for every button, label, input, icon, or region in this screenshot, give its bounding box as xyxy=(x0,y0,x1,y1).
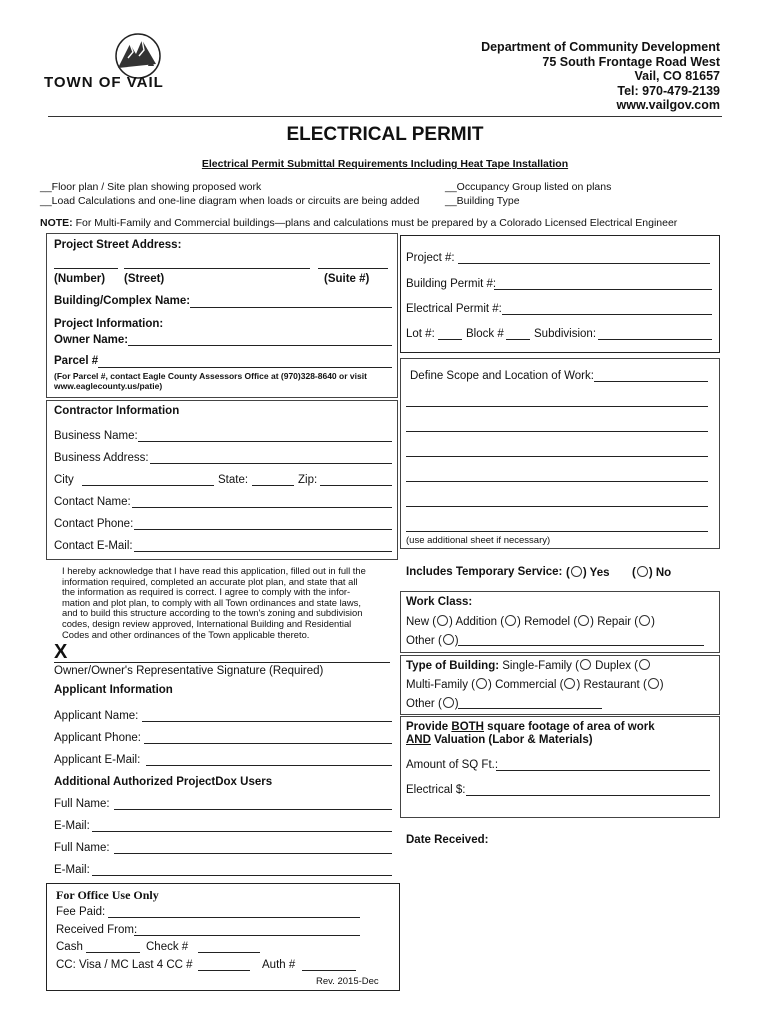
req-floor-plan: __Floor plan / Site plan showing proposed work xyxy=(40,181,262,193)
dept-address1: 75 South Frontage Road West xyxy=(542,54,720,69)
building-type-other-field[interactable] xyxy=(458,708,602,709)
acknowledgement xyxy=(62,566,396,640)
logo-text: TOWN OF VAIL xyxy=(44,74,164,91)
scope-line-4[interactable] xyxy=(406,456,708,457)
ack-line: I hereby acknowledge that I have read this application, filled out in full the xyxy=(62,565,366,576)
amount-sqft-field[interactable] xyxy=(496,770,710,771)
applicant-info-label: Applicant Information xyxy=(54,684,173,696)
applicant-phone-field[interactable] xyxy=(144,743,392,744)
dept-web: www.vailgov.com xyxy=(616,98,720,112)
applicant-name-field[interactable] xyxy=(142,721,392,722)
full-name-2-field[interactable] xyxy=(114,853,392,854)
scope-label: Define Scope and Location of Work: xyxy=(410,370,594,382)
full-name-2-label: Full Name: xyxy=(54,842,110,854)
option-duplex[interactable]: Duplex ( xyxy=(595,660,651,672)
contact-phone-label: Contact Phone: xyxy=(54,518,134,530)
commercial-label: Commercial xyxy=(495,679,557,691)
building-permit-label: Building Permit #: xyxy=(406,278,497,290)
temp-service-label: Includes Temporary Service: xyxy=(406,566,563,578)
other-label: Other xyxy=(406,635,435,647)
radio-icon xyxy=(476,678,487,689)
email-1-field[interactable] xyxy=(92,831,392,832)
radio-icon xyxy=(564,678,575,689)
block-label: Block # xyxy=(466,328,504,340)
full-name-1-field[interactable] xyxy=(114,809,392,810)
owner-name-label: Owner Name: xyxy=(54,334,129,346)
dept-address2: Vail, CO 81657 xyxy=(634,69,720,83)
state-label: State: xyxy=(218,474,249,486)
email-1-label: E-Mail: xyxy=(54,820,90,832)
block-field[interactable] xyxy=(506,339,530,340)
dept-tel: Tel: 970-479-2139 xyxy=(617,83,720,98)
note xyxy=(40,217,677,229)
number-label: (Number) xyxy=(54,273,106,285)
option-addition[interactable]: Addition ( ) xyxy=(455,616,521,628)
type-of-building-label: Type of Building: xyxy=(406,660,500,672)
date-received-label: Date Received: xyxy=(406,834,489,846)
suite-field[interactable] xyxy=(318,268,388,269)
signature-field[interactable] xyxy=(54,662,390,663)
additional-sheet-note: (use additional sheet if necessary) xyxy=(406,535,551,546)
option-single-family[interactable]: Single-Family ( xyxy=(502,660,592,672)
full-name-1-label: Full Name: xyxy=(54,798,110,810)
temp-service-yes[interactable]: ( ) Yes xyxy=(566,567,610,579)
ack-line: Codes and other ordinances of the Town applicable thereto. xyxy=(62,628,310,640)
multi-family-label: Multi-Family xyxy=(406,679,468,691)
scope-box xyxy=(400,358,720,549)
single-family-label: Single-Family xyxy=(502,660,572,672)
restaurant-label: Restaurant xyxy=(583,679,640,691)
contact-email-field[interactable] xyxy=(134,551,392,552)
street-label: (Street) xyxy=(124,273,165,285)
duplex-label: Duplex xyxy=(595,660,631,672)
project-no-field[interactable] xyxy=(458,263,710,264)
cc-label: CC: Visa / MC Last 4 CC # xyxy=(56,959,193,971)
check-field[interactable] xyxy=(198,952,260,953)
radio-icon xyxy=(437,615,448,626)
no-label: No xyxy=(655,567,672,579)
building-type-row2 xyxy=(406,678,664,691)
sqft-title-and: AND xyxy=(406,734,431,746)
building-permit-field[interactable] xyxy=(494,289,712,290)
additional-users-label: Additional Authorized ProjectDox Users xyxy=(54,776,273,788)
scope-line-6[interactable] xyxy=(406,506,708,507)
business-name-label: Business Name: xyxy=(54,430,138,442)
contact-phone-field[interactable] xyxy=(134,529,392,530)
received-from-field[interactable] xyxy=(134,935,360,936)
project-street-address-label: Project Street Address: xyxy=(54,239,182,251)
page-title: ELECTRICAL PERMIT xyxy=(286,124,484,145)
sqft-title-2 xyxy=(406,734,593,746)
ack-line: the information as required is correct. I agree to comply with the infor- xyxy=(62,586,351,598)
applicant-phone-label: Applicant Phone: xyxy=(54,732,141,744)
contact-name-field[interactable] xyxy=(132,507,392,508)
electrical-permit-field[interactable] xyxy=(502,314,712,315)
subdivision-label: Subdivision: xyxy=(534,328,597,340)
header-divider xyxy=(48,116,722,117)
business-name-field[interactable] xyxy=(138,441,392,442)
repair-label: Repair xyxy=(597,616,632,628)
radio-icon xyxy=(578,615,589,626)
option-new[interactable]: New ( ) xyxy=(406,616,453,628)
contractor-info-label: Contractor Information xyxy=(54,405,180,417)
owner-name-field[interactable] xyxy=(128,345,392,346)
building-complex-label: Building/Complex Name: xyxy=(54,295,191,307)
city-label: City xyxy=(54,474,74,486)
dept-name: Department of Community Development xyxy=(481,40,720,54)
other-label: Other xyxy=(406,698,435,710)
addition-label: Addition xyxy=(455,616,498,628)
fee-paid-field[interactable] xyxy=(108,917,360,918)
ack-line: mation and plot plan, to comply with all Town ordinances and state laws, xyxy=(62,596,361,608)
work-class-options xyxy=(406,615,655,628)
sqft-title-1 xyxy=(406,721,655,733)
work-class-other-field[interactable] xyxy=(458,645,704,646)
option-remodel[interactable]: Remodel ( ) xyxy=(524,616,594,628)
applicant-name-label: Applicant Name: xyxy=(54,710,139,722)
lot-label: Lot #: xyxy=(406,328,435,340)
parcel-url: www.eaglecounty.us/patie) xyxy=(54,381,163,391)
parcel-note: (For Parcel #, contact Eagle County Assessors Office at (970)328-8640 or visit xyxy=(54,371,367,381)
option-repair[interactable]: Repair ( ) xyxy=(597,616,655,628)
radio-icon xyxy=(443,697,454,708)
option-restaurant[interactable]: Restaurant ( ) xyxy=(583,679,664,691)
scope-line-2[interactable] xyxy=(406,406,708,407)
building-complex-field[interactable] xyxy=(190,307,392,308)
business-address-label: Business Address: xyxy=(54,452,149,464)
city-field[interactable] xyxy=(82,485,214,486)
yes-label: Yes xyxy=(589,567,610,579)
office-use-title: For Office Use Only xyxy=(56,888,159,902)
auth-field[interactable] xyxy=(302,970,356,971)
radio-icon xyxy=(571,566,582,577)
option-multi-family[interactable]: Multi-Family ( ) xyxy=(406,679,492,691)
radio-icon xyxy=(639,615,650,626)
radio-icon xyxy=(505,615,516,626)
parcel-field[interactable] xyxy=(98,367,392,368)
sqft-title-text: square footage of area of work xyxy=(483,721,655,733)
suite-label: (Suite #) xyxy=(324,273,370,285)
zip-field[interactable] xyxy=(320,485,392,486)
radio-icon xyxy=(443,634,454,645)
electrical-val-field[interactable] xyxy=(466,795,710,796)
sqft-title-text: Provide xyxy=(406,721,452,733)
check-label: Check # xyxy=(146,941,189,953)
option-commercial[interactable]: Commercial ( ) xyxy=(495,679,581,691)
ack-line: codes, design review approved, International Building and Residential xyxy=(62,617,352,629)
new-label: New xyxy=(406,616,430,628)
cash-label: Cash xyxy=(56,941,83,953)
signature-x: X xyxy=(54,641,68,663)
scope-line-1[interactable] xyxy=(594,381,708,382)
req-load-calc: __Load Calculations and one-line diagram when loads or circuits are being added xyxy=(40,195,420,207)
project-info-label: Project Information: xyxy=(54,318,164,330)
project-no-label: Project #: xyxy=(406,252,455,264)
scope-line-5[interactable] xyxy=(406,481,708,482)
req-occupancy: __Occupancy Group listed on plans xyxy=(445,181,612,193)
town-logo xyxy=(44,30,164,96)
work-class-label: Work Class: xyxy=(406,596,473,608)
scope-line-3[interactable] xyxy=(406,431,708,432)
business-address-field[interactable] xyxy=(150,463,392,464)
contact-email-label: Contact E-Mail: xyxy=(54,540,133,552)
auth-label: Auth # xyxy=(262,959,296,971)
zip-label: Zip: xyxy=(298,474,318,486)
ack-line: and to build this structure according to the town's zoning and subdivision xyxy=(62,607,363,619)
email-2-field[interactable] xyxy=(92,875,392,876)
work-class-other[interactable]: Other ( ) xyxy=(406,635,459,647)
revision: Rev. 2015-Dec xyxy=(316,976,379,987)
radio-icon xyxy=(637,566,648,577)
remodel-label: Remodel xyxy=(524,616,571,628)
sqft-title-both: BOTH xyxy=(451,721,484,733)
state-field[interactable] xyxy=(252,485,294,486)
received-from-label: Received From: xyxy=(56,924,138,936)
number-field[interactable] xyxy=(54,268,118,269)
lot-field[interactable] xyxy=(438,339,462,340)
temp-service-no[interactable]: ( ) No xyxy=(632,567,672,579)
radio-icon xyxy=(639,659,650,670)
electrical-permit-label: Electrical Permit #: xyxy=(406,303,502,315)
radio-icon xyxy=(648,678,659,689)
cash-field[interactable] xyxy=(86,952,140,953)
scope-line-7[interactable] xyxy=(406,531,708,532)
note-label: NOTE: xyxy=(40,217,73,229)
electrical-val-label: Electrical $: xyxy=(406,784,466,796)
contact-name-label: Contact Name: xyxy=(54,496,131,508)
sqft-title-text: Valuation (Labor & Materials) xyxy=(430,734,593,746)
building-type-other[interactable]: Other ( ) xyxy=(406,698,459,710)
applicant-email-label: Applicant E-Mail: xyxy=(54,754,141,766)
applicant-email-field[interactable] xyxy=(146,765,392,766)
parcel-label: Parcel # xyxy=(54,355,99,367)
signature-label: Owner/Owner's Representative Signature (Required) xyxy=(54,665,324,677)
cc-field[interactable] xyxy=(198,970,250,971)
email-2-label: E-Mail: xyxy=(54,864,90,876)
fee-paid-label: Fee Paid: xyxy=(56,906,106,918)
radio-icon xyxy=(580,659,591,670)
building-type-row1 xyxy=(406,659,651,672)
req-building-type: __Building Type xyxy=(445,195,520,207)
ack-line: information required, completed an accurate plot plan, and state that all xyxy=(62,575,358,587)
note-text: For Multi-Family and Commercial buildings—plans and calculations must be prepared by a Colorado Licensed Electrical Engineer xyxy=(75,217,678,229)
subtitle: Electrical Permit Submittal Requirements Including Heat Tape Installation xyxy=(201,158,569,170)
amount-sqft-label: Amount of SQ Ft.: xyxy=(406,759,499,771)
subdivision-field[interactable] xyxy=(598,339,712,340)
street-field[interactable] xyxy=(124,268,310,269)
